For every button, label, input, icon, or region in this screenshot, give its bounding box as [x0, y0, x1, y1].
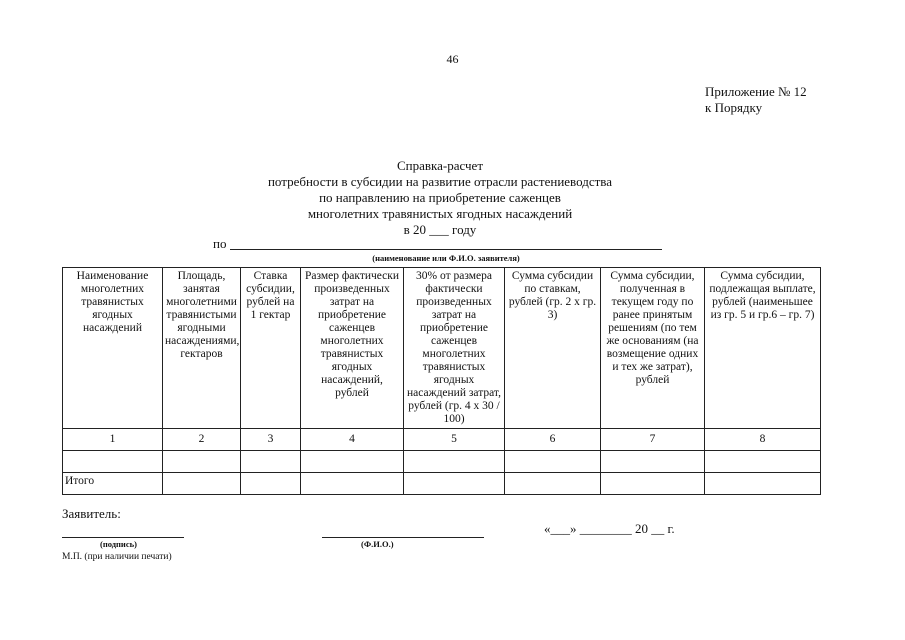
column-header: Ставка субсидии, рублей на 1 гектар	[241, 268, 301, 429]
signature-caption: (подпись)	[100, 539, 137, 549]
date-field: «___» ________ 20 __ г.	[544, 521, 675, 536]
table-cell	[404, 473, 505, 495]
appendix-line-1: Приложение № 12	[705, 84, 807, 99]
table-row	[63, 451, 821, 473]
column-header: Наименование многолетних травянистых ягодных насаждений	[63, 268, 163, 429]
appendix-note	[705, 84, 807, 116]
applicant-name-caption: (наименование или Ф.И.О. заявителя)	[372, 253, 520, 263]
column-number: 4	[301, 429, 404, 451]
column-number: 8	[705, 429, 821, 451]
table-cell	[163, 451, 241, 473]
table-cell	[601, 451, 705, 473]
table-cell	[505, 451, 601, 473]
table-cell	[63, 451, 163, 473]
title-line: в 20 ___ году	[403, 222, 477, 237]
title-line: потребности в субсидии на развитие отрасли растениеводства	[267, 174, 613, 189]
column-header: 30% от размера фактически произведенных затрат на приобретение саженцев многолетних травянистых ягодных насаждений затрат, рублей (гр. 4 х 30 / 100)	[404, 268, 505, 429]
table-cell	[705, 451, 821, 473]
table-cell	[505, 473, 601, 495]
table-cell	[301, 451, 404, 473]
applicant-label: Заявитель:	[62, 506, 121, 521]
column-number-row	[63, 429, 821, 451]
page-number: 46	[446, 52, 459, 66]
total-row	[63, 473, 821, 495]
table-cell	[705, 473, 821, 495]
fio-caption: (Ф.И.О.)	[361, 539, 394, 549]
column-number: 7	[601, 429, 705, 451]
column-number: 6	[505, 429, 601, 451]
column-header: Размер фактически произведенных затрат на приобретение саженцев многолетних травянистых ягодных насаждений, рублей	[301, 268, 404, 429]
fio-line	[322, 537, 484, 538]
column-number: 3	[241, 429, 301, 451]
signature-line	[62, 537, 184, 538]
stamp-note: М.П. (при наличии печати)	[62, 552, 172, 562]
table-cell	[301, 473, 404, 495]
document-title	[150, 158, 730, 238]
title-line: многолетних травянистых ягодных насаждений	[307, 206, 573, 221]
applicant-prefix: по	[213, 236, 227, 251]
appendix-line-2: к Порядку	[705, 100, 763, 115]
total-label: Итого	[63, 473, 163, 495]
title-line: Справка-расчет	[396, 158, 484, 173]
table-cell	[163, 473, 241, 495]
column-header: Сумма субсидии, полученная в текущем году по ранее принятым решениям (по тем же основаниям (на возмещение одних и тех же затрат), рублей	[601, 268, 705, 429]
subsidy-table	[62, 267, 821, 495]
column-number: 2	[163, 429, 241, 451]
column-number: 1	[63, 429, 163, 451]
column-header: Площадь, занятая многолетними травянистыми ягодными насаждениями, гектаров	[163, 268, 241, 429]
table-cell	[601, 473, 705, 495]
table-cell	[404, 451, 505, 473]
applicant-name-line	[230, 249, 662, 250]
column-header: Сумма субсидии по ставкам, рублей (гр. 2 х гр. 3)	[505, 268, 601, 429]
column-header: Сумма субсидии, подлежащая выплате, рублей (наименьшее из гр. 5 и гр.6 – гр. 7)	[705, 268, 821, 429]
table-header-row	[63, 268, 821, 429]
column-number: 5	[404, 429, 505, 451]
table-cell	[241, 451, 301, 473]
table-cell	[241, 473, 301, 495]
title-line: по направлению на приобретение саженцев	[319, 190, 561, 205]
